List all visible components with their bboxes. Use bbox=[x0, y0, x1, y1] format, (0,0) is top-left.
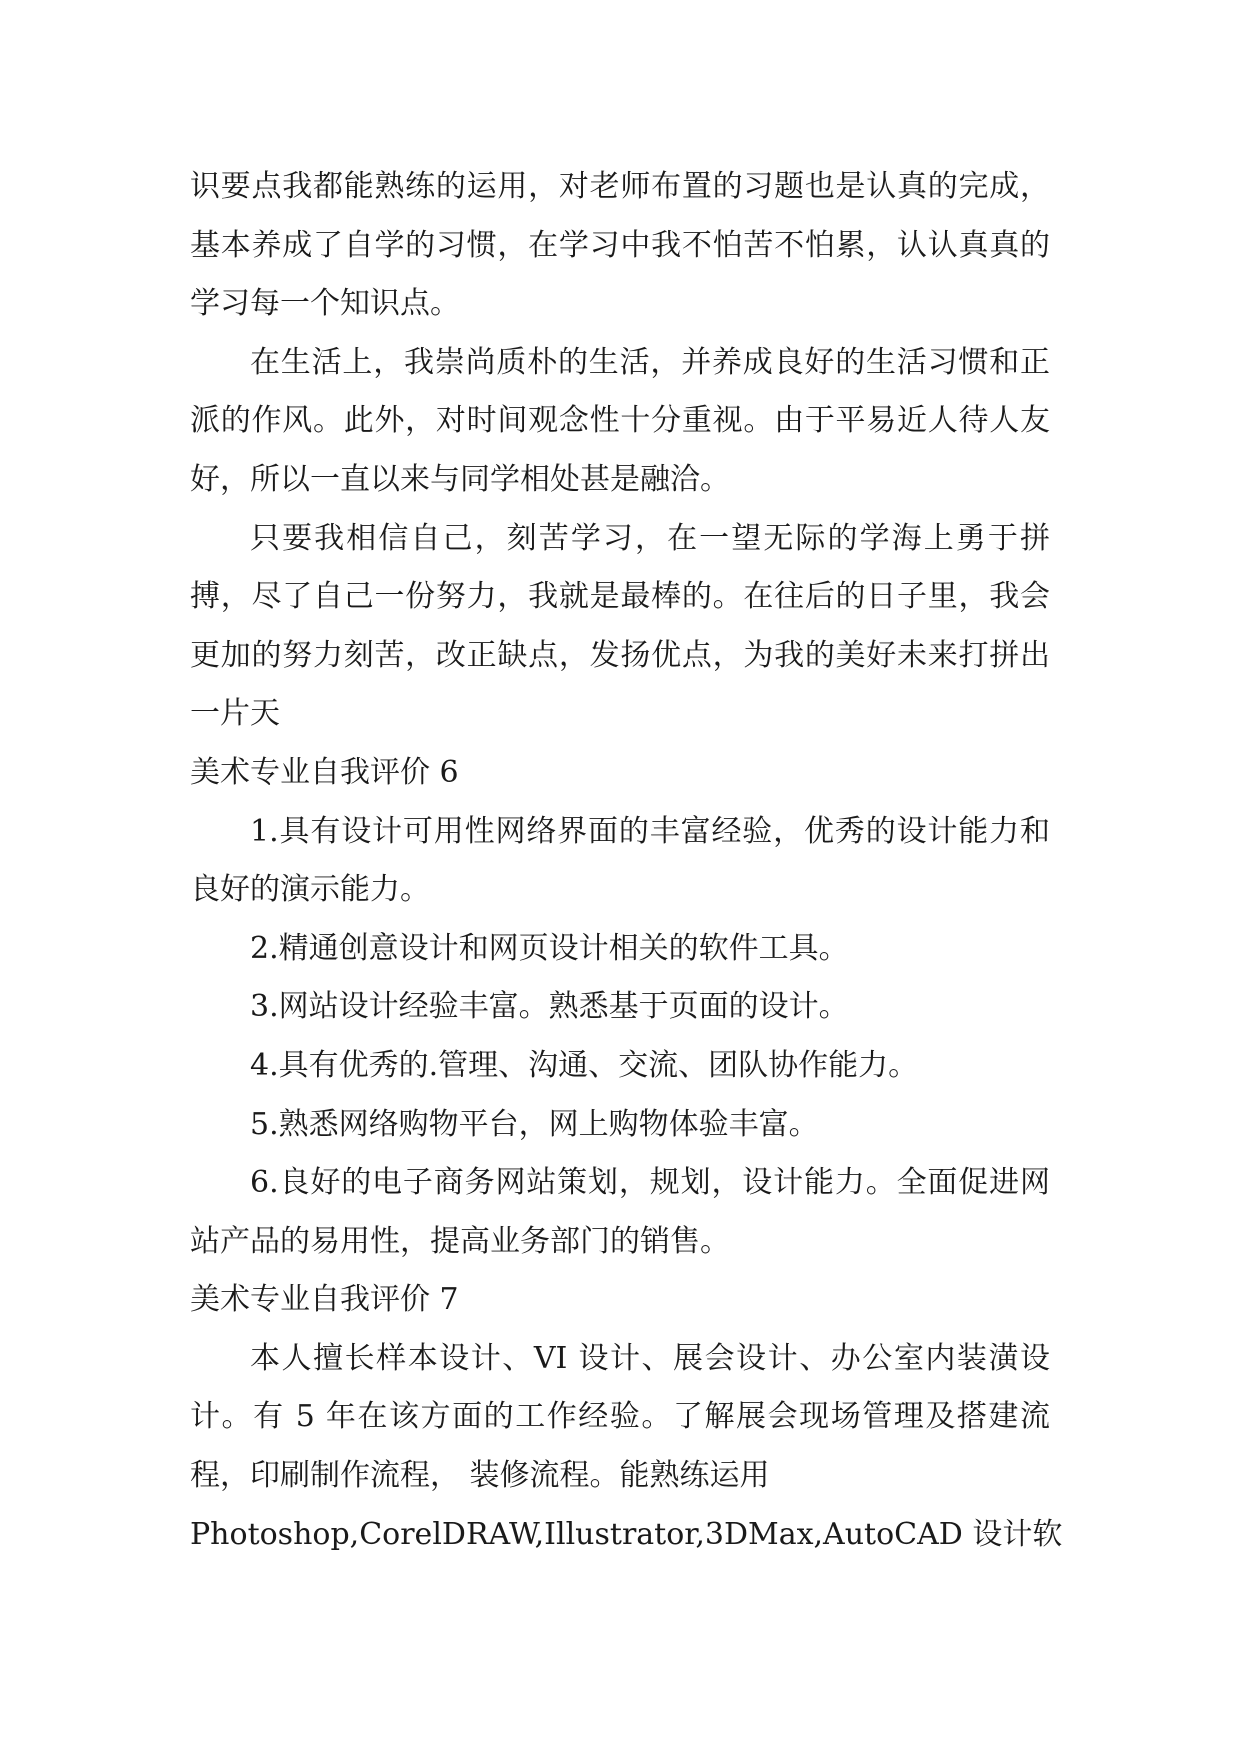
list-item-6-2: 2.精通创意设计和网页设计相关的软件工具。 bbox=[250, 930, 849, 966]
paragraph-study: 识要点我都能熟练的运用，对老师布置的习题也是认真的完成，基本养成了自学的习惯，在学习中我不怕苦不怕累，认认真真的学习每一个知识点。 bbox=[190, 169, 1050, 322]
list-item-6-3: 3.网站设计经验丰富。熟悉基于页面的设计。 bbox=[250, 989, 849, 1025]
document-body bbox=[190, 158, 1063, 1564]
paragraph-skills: 本人擅长样本设计、VI 设计、展会设计、办公室内装潢设计。有 5 年在该方面的工作经验。了解展会现场管理及搭建流程，印刷制作流程， 装修流程。能熟练运用 bbox=[190, 1340, 1050, 1494]
section-heading-7: 美术专业自我评价 7 bbox=[190, 1282, 459, 1318]
paragraph-life: 在生活上，我崇尚质朴的生活，并养成良好的生活习惯和正派的作风。此外，对时间观念性十分重视。由于平易近人待人友好，所以一直以来与同学相处甚是融洽。 bbox=[190, 344, 1050, 497]
list-item-6-4: 4.具有优秀的.管理、沟通、交流、团队协作能力。 bbox=[250, 1047, 919, 1083]
paragraph-conclusion: 只要我相信自己，刻苦学习，在一望无际的学海上勇于拼搏，尽了自己一份努力，我就是最棒的。在往后的日子里，我会更加的努力刻苦，改正缺点，发扬优点，为我的美好未来打拼出一片天 bbox=[190, 520, 1050, 732]
list-item-6-6: 6.良好的电子商务网站策划，规划，设计能力。全面促进网站产品的易用性，提高业务部门的销售。 bbox=[190, 1165, 1050, 1259]
paragraph-skills-software: Photoshop,CorelDRAW,Illustrator,3DMax,AutoCAD 设计软 bbox=[190, 1516, 1063, 1552]
section-heading-6: 美术专业自我评价 6 bbox=[190, 754, 459, 790]
list-item-6-1: 1.具有设计可用性网络界面的丰富经验，优秀的设计能力和良好的演示能力。 bbox=[190, 813, 1050, 908]
list-item-6-5: 5.熟悉网络购物平台，网上购物体验丰富。 bbox=[250, 1106, 819, 1142]
